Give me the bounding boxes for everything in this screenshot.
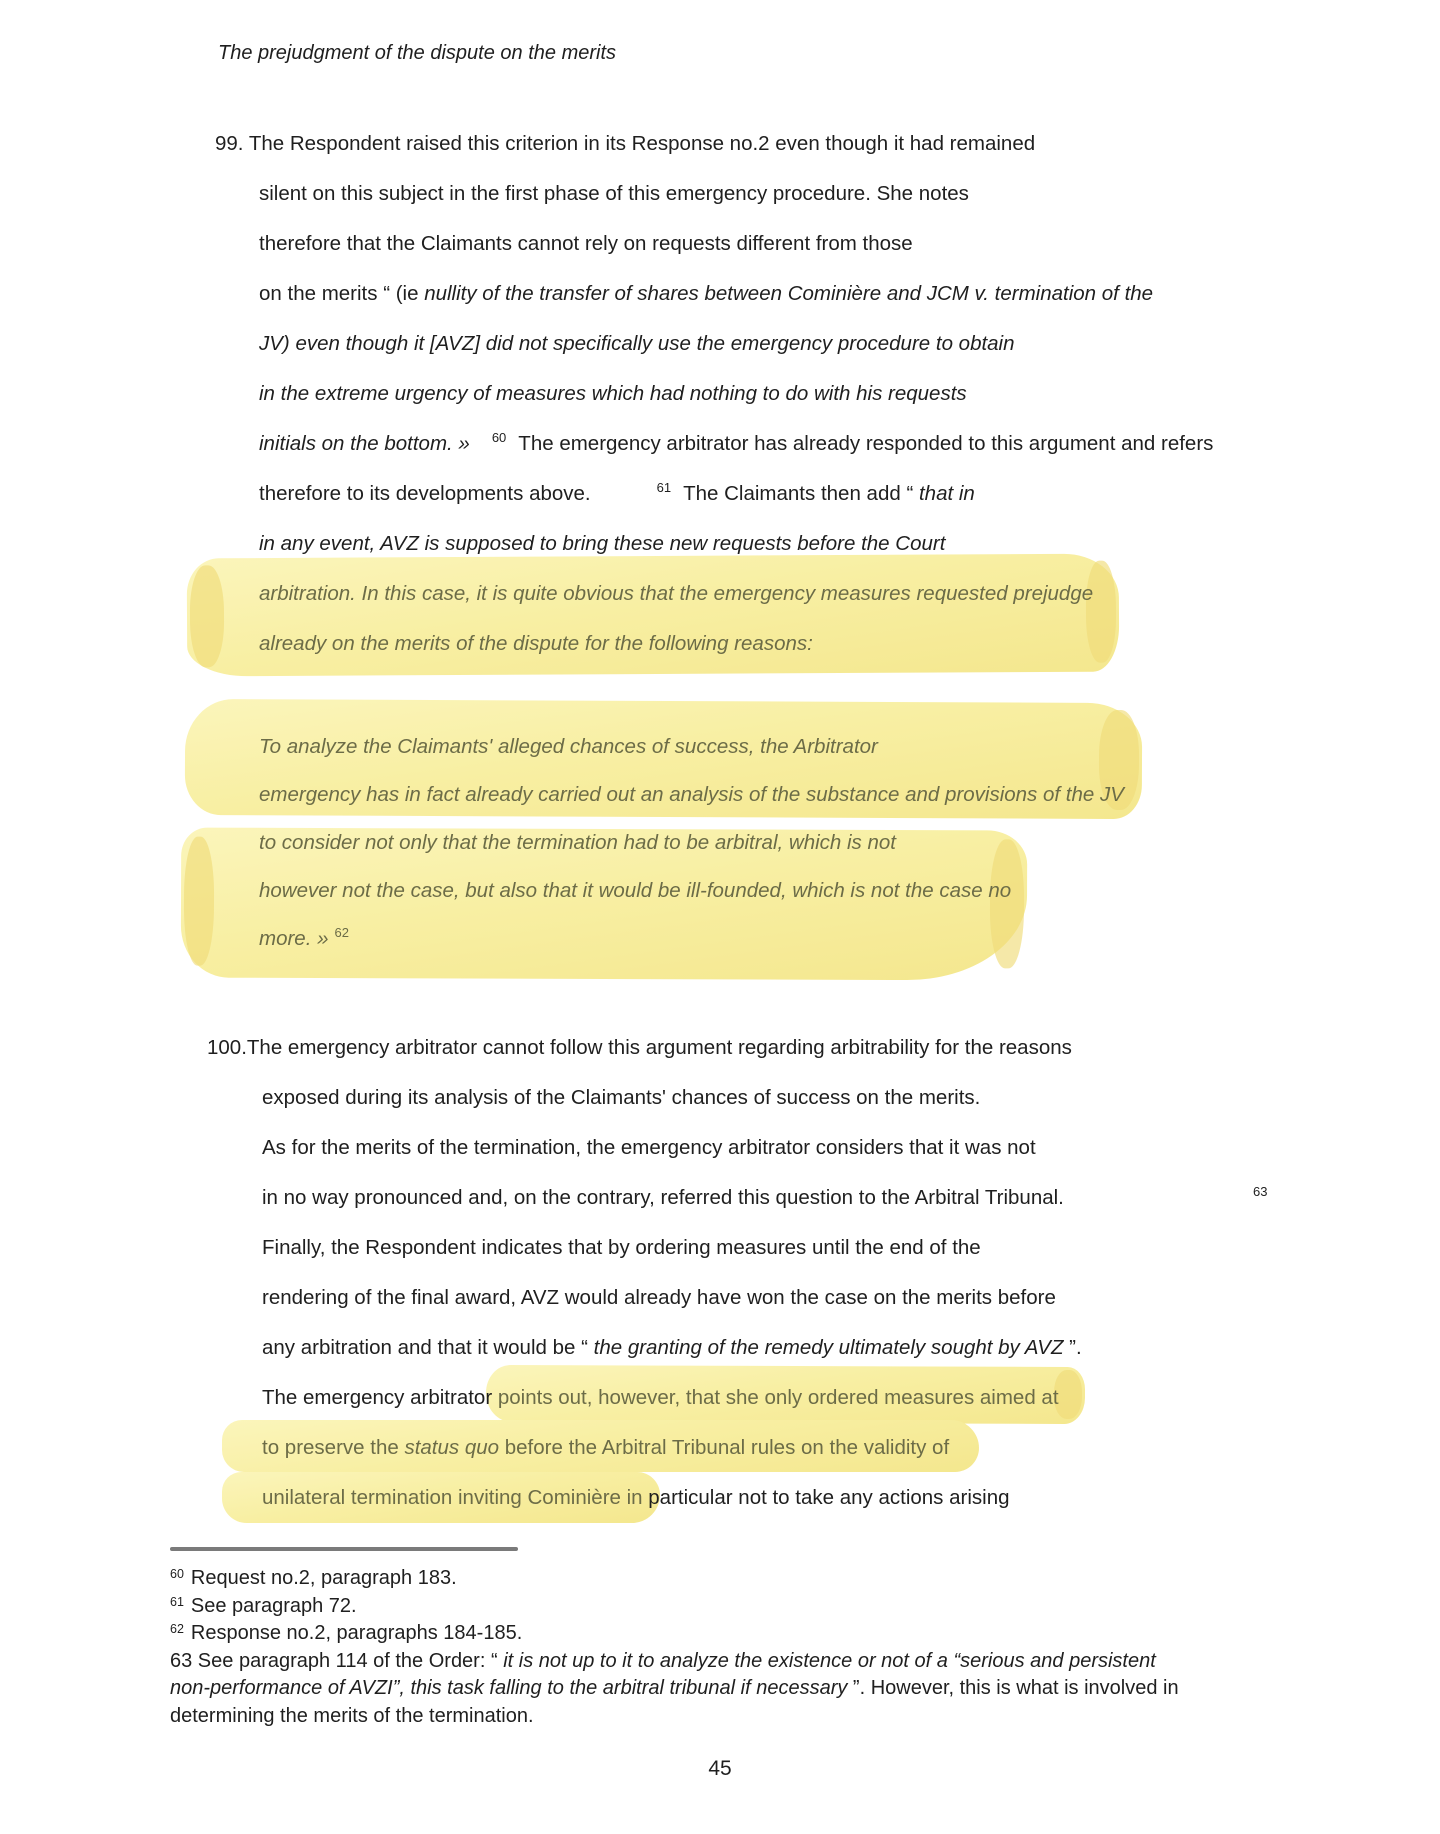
text-segment: nullity of the transfer of shares between Cominière and JCM v. termination of the [424, 282, 1154, 305]
text-segment: non-performance of AVZI”, this task falling to the arbitral tribunal if necessary [170, 1677, 848, 1699]
text-segment: however not the case, but also that it would be ill-founded, which is not the case no [259, 879, 1012, 902]
text-segment: ”. [1063, 1336, 1082, 1359]
text-segment: Response no.2, paragraphs 184-185. [190, 1622, 523, 1644]
footnote-ref: 62 [170, 1622, 184, 1636]
text-segment: in the extreme urgency of measures which had nothing to do with his requests [259, 382, 967, 405]
footnote-line [170, 1676, 1179, 1700]
footnote-line [170, 1649, 1156, 1673]
text-segment: See paragraph 72. [190, 1594, 357, 1617]
text-segment: Request no.2, paragraph 183. [190, 1567, 457, 1589]
text-segment: therefore to its developments above. [259, 482, 591, 505]
footnote-ref: 61 [656, 480, 672, 495]
text-segment: to preserve the [262, 1436, 405, 1459]
text-segment: ”. However, this is what is involved in [847, 1677, 1179, 1699]
text-segment: arbitration. In this case, it is quite obvious that the emergency measures requested prejudge [259, 582, 1094, 605]
text-segment: in any event, AVZ is supposed to bring these new requests before the Court [259, 532, 946, 555]
text-segment: The emergency arbitrator has already responded to this argument and refers [518, 432, 1214, 455]
text-segment: status quo [404, 1436, 500, 1459]
text-segment: initials on the bottom. » [259, 432, 470, 455]
text-segment: in no way pronounced and, on the contrary, referred this question to the Arbitral Tribunal. [262, 1186, 1064, 1209]
text-segment: points out, however, that she only ordered measures aimed at [497, 1386, 1059, 1409]
text-segment: silent on this subject in the first phase of this emergency procedure. She notes [259, 182, 969, 205]
footnote-ref: 62 [334, 925, 349, 940]
footnote-line [170, 1594, 357, 1620]
text-segment: any arbitration and that it would be “ [262, 1336, 594, 1359]
text-segment: particular not to take any actions arising [648, 1486, 1010, 1509]
text-segment: 63 See paragraph 114 of the Order: “ [170, 1649, 504, 1672]
text-segment: To analyze the Claimants' alleged chances of success, the Arbitrator [259, 735, 878, 758]
page-number: 45 [708, 1757, 732, 1780]
text-segment: As for the merits of the termination, the emergency arbitrator considers that it was not [262, 1136, 1036, 1159]
footnote-ref: 60 [491, 430, 507, 445]
text-segment: more. » [259, 927, 329, 950]
text-segment: therefore that the Claimants cannot rely on requests different from those [259, 232, 913, 255]
text-segment: before the Arbitral Tribunal rules on the validity of [499, 1436, 950, 1459]
footnote-ref: 63 [1253, 1184, 1268, 1199]
text-segment: Finally, the Respondent indicates that by ordering measures until the end of the [262, 1236, 981, 1259]
text-segment: The Claimants then add “ [683, 482, 919, 505]
paragraph-number: 99. [215, 132, 249, 155]
text-segment: The emergency arbitrator [262, 1386, 498, 1409]
footnote-ref: 60 [170, 1567, 184, 1581]
text-segment: already on the merits of the dispute for the following reasons: [259, 632, 813, 655]
text-segment: the granting of the remedy ultimately sought by AVZ [593, 1336, 1064, 1359]
text-segment: that in [918, 482, 975, 505]
text-segment: on the merits “ (ie [259, 282, 425, 305]
text-segment: The Respondent raised this criterion in its Response no.2 even though it had remained [248, 132, 1036, 155]
text-segment: rendering of the final award, AVZ would already have won the case on the merits before [262, 1286, 1056, 1309]
footnote-line [170, 1566, 457, 1592]
footnote-line [170, 1621, 522, 1647]
section-heading: The prejudgment of the dispute on the merits [218, 42, 617, 64]
text-segment: to consider not only that the termination had to be arbitral, which is not [259, 831, 897, 854]
text-segment: it is not up to it to analyze the existence or not of a “serious and persistent [503, 1649, 1156, 1672]
text-segment: emergency has in fact already carried out an analysis of the substance and provisions of the JV [259, 783, 1124, 806]
text-segment: unilateral termination inviting Cominière in [262, 1486, 649, 1509]
footnote-line [170, 1704, 534, 1728]
text-segment: determining the merits of the termination. [170, 1704, 534, 1727]
text-segment: JV) even though it [AVZ] did not specifically use the emergency procedure to obtain [259, 332, 1015, 355]
footnote-ref: 61 [170, 1594, 184, 1609]
text-segment: The emergency arbitrator cannot follow this argument regarding arbitrability for the reasons [246, 1036, 1072, 1059]
text-segment: exposed during its analysis of the Claimants' chances of success on the merits. [262, 1086, 981, 1109]
paragraph-number: 100. [207, 1036, 247, 1059]
